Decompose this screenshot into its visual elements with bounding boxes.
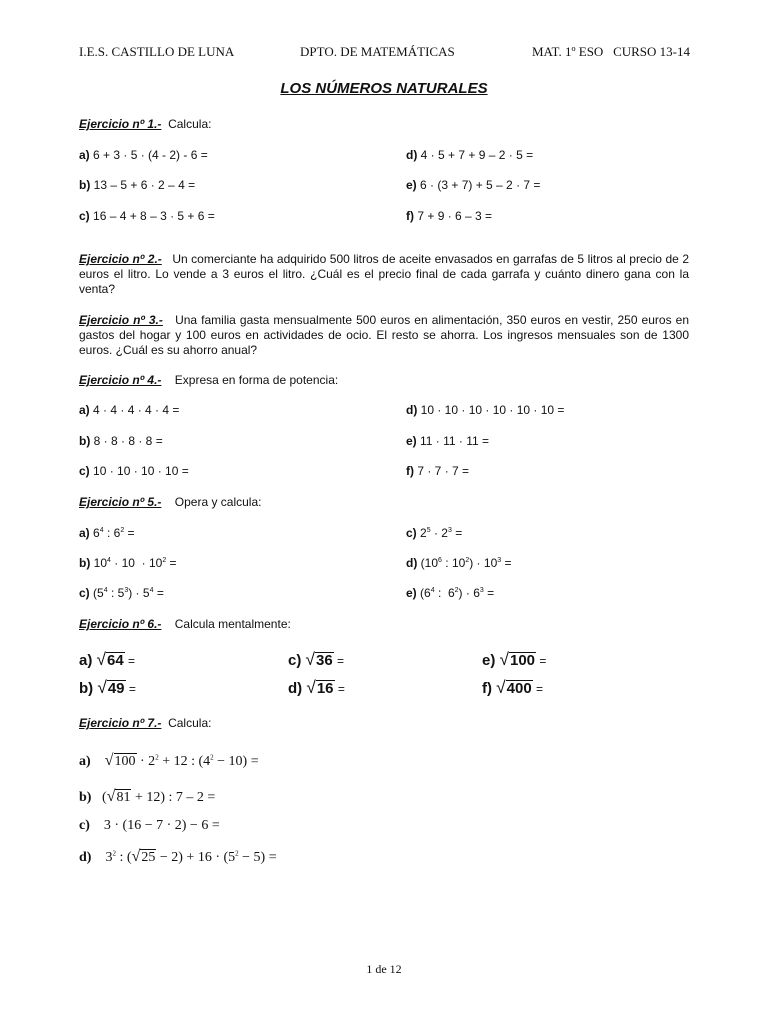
ex6-item-b: b) √49 = xyxy=(79,677,136,697)
ex4-item-b: b) 8 · 8 · 8 · 8 = xyxy=(79,434,163,448)
ex5-label: Ejercicio nº 5.- xyxy=(79,495,162,509)
ex2-label: Ejercicio nº 2.- xyxy=(79,252,162,266)
ex3-label: Ejercicio nº 3.- xyxy=(79,313,163,327)
ex4-label: Ejercicio nº 4.- xyxy=(79,373,162,387)
ex7-item-b: b) (√81 + 12) : 7 – 2 = xyxy=(79,788,216,805)
ex6-item-c: c) √36 = xyxy=(288,649,345,669)
ex1-heading xyxy=(79,117,211,131)
ex1-item-a: a) 6 + 3 · 5 · (4 - 2) - 6 = xyxy=(79,148,208,162)
ex2-text: Un comerciante ha adquirido 500 litros de aceite envasados en garrafas de 5 litros al precio de 2 euros el litro. Lo vende a 3 euros el litro. ¿Cuál es el precio final de cada garrafa y cuánto dinero gana con la venta? xyxy=(79,252,689,296)
ex3-text: Una familia gasta mensualmente 500 euros en alimentación, 350 euros en vestir, 250 euros en gastos del hogar y 100 euros en actividades de ocio. El resto se ahorra. Los ingresos mensuales son de 1300 euros. ¿Cuál es su ahorro anual? xyxy=(79,313,689,357)
ex4-item-c: c) 10 · 10 · 10 · 10 = xyxy=(79,464,189,478)
ex1-item-f: f) 7 + 9 · 6 – 3 = xyxy=(406,209,493,223)
ex3-paragraph xyxy=(79,313,689,358)
ex7-instruction: Calcula: xyxy=(168,716,212,730)
ex7-item-c: c) 3 · (16 − 7 · 2) − 6 = xyxy=(79,818,220,833)
ex1-instruction: Calcula: xyxy=(168,117,212,131)
ex6-item-f: f) √400 = xyxy=(482,677,544,697)
ex5-item-b: b) $10^4 \cdot 10 \cdot 10^2$ = xyxy=(79,556,177,570)
ex5-instruction: Opera y calcula: xyxy=(174,495,262,509)
ex5-item-c: c) ($5^4$ : $5^3) \cdot 5^4$ = xyxy=(79,586,164,600)
ex5-item-a: a) $6^4$ : $6^2$ = xyxy=(79,526,135,540)
page-title: LOS NÚMEROS NATURALES xyxy=(280,80,488,97)
ex4-item-a: a) 4 · 4 · 4 · 4 · 4 = xyxy=(79,403,180,417)
ex1-item-e: e) 6 · (3 + 7) + 5 – 2 · 7 = xyxy=(406,178,541,192)
ex1-item-b: b) 13 – 5 + 6 · 2 – 4 = xyxy=(79,178,196,192)
ex7-item-a: a) $√100 \cdot 2^2 + 12$ : $(4^2 - 10)$ = xyxy=(79,752,259,769)
ex6-heading xyxy=(79,617,291,631)
header-department: DPTO. DE MATEMÁTICAS xyxy=(300,44,455,59)
ex6-item-d: d) √16 = xyxy=(288,677,345,697)
ex4-instruction: Expresa en forma de potencia: xyxy=(174,373,339,387)
ex7-label: Ejercicio nº 7.- xyxy=(79,716,162,730)
ex4-heading xyxy=(79,373,338,387)
ex1-item-c: c) 16 – 4 + 8 – 3 · 5 + 6 = xyxy=(79,209,215,223)
ex6-item-e: e) √100 = xyxy=(482,649,547,669)
page-number: 1 de 12 xyxy=(366,962,402,976)
ex7-heading xyxy=(79,716,211,730)
ex5-item-f: e) ($6^4$ : $6^2) \cdot 6^3$ = xyxy=(406,586,495,600)
ex4-item-d: d) 10 · 10 · 10 · 10 · 10 · 10 = xyxy=(406,403,565,417)
ex5-item-d: c) $2^5 \cdot 2^3$ = xyxy=(406,526,463,540)
ex6-label: Ejercicio nº 6.- xyxy=(79,617,162,631)
header-school: I.E.S. CASTILLO DE LUNA xyxy=(79,44,235,59)
ex4-item-f: f) 7 · 7 · 7 = xyxy=(406,464,470,478)
header-course: MAT. 1º ESO CURSO 13-14 xyxy=(532,44,690,59)
ex1-label: Ejercicio nº 1.- xyxy=(79,117,162,131)
ex6-instruction: Calcula mentalmente: xyxy=(174,617,291,631)
ex4-item-e: e) 11 · 11 · 11 = xyxy=(406,434,490,448)
ex1-item-d: d) 4 · 5 + 7 + 9 – 2 · 5 = xyxy=(406,148,534,162)
ex6-item-a: a) √64 = xyxy=(79,649,136,669)
ex5-item-e: d) ($10^6$ : $10^2) \cdot 10^3$ = xyxy=(406,556,512,570)
ex7-item-d: d) $3^2$ : $(√25 - 2) + 16 \cdot (5^2 - 5)$ = xyxy=(79,848,277,865)
ex5-heading xyxy=(79,495,261,509)
ex2-paragraph xyxy=(79,252,689,297)
